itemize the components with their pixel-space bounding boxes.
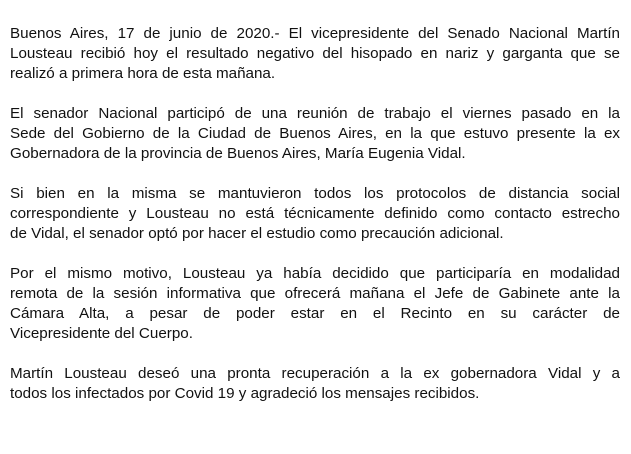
- paragraph-1: [10, 24, 620, 84]
- paragraph-5: [10, 364, 620, 404]
- paragraph-line: Buenos Aires, 17 de junio de 2020.- El vicepresidente del Senado Nacional Martín: [10, 25, 620, 42]
- paragraph-line: Gobernadora de la provincia de Buenos Aires, María Eugenia Vidal.: [10, 145, 466, 162]
- document-body: [10, 24, 620, 424]
- paragraph-line: remota de la sesión informativa que ofrecerá mañana el Jefe de Gabinete ante la: [10, 285, 620, 302]
- paragraph-line: Sede del Gobierno de la Ciudad de Buenos Aires, en la que estuvo presente la ex: [10, 125, 620, 142]
- paragraph-line: todos los infectados por Covid 19 y agradeció los mensajes recibidos.: [10, 385, 480, 402]
- paragraph-4: [10, 264, 620, 344]
- paragraph-line: Cámara Alta, a pesar de poder estar en el Recinto en su carácter de: [10, 305, 620, 322]
- paragraph-line: Lousteau recibió hoy el resultado negativo del hisopado en nariz y garganta que se: [10, 45, 620, 62]
- paragraph-line: Por el mismo motivo, Lousteau ya había decidido que participaría en modalidad: [10, 265, 620, 282]
- paragraph-3: [10, 184, 620, 244]
- paragraph-line: Martín Lousteau deseó una pronta recuperación a la ex gobernadora Vidal y a: [10, 365, 620, 382]
- paragraph-line: Si bien en la misma se mantuvieron todos los protocolos de distancia social: [10, 185, 620, 202]
- paragraph-line: correspondiente y Lousteau no está técnicamente definido como contacto estrecho: [10, 205, 620, 222]
- paragraph-2: [10, 104, 620, 164]
- paragraph-line: de Vidal, el senador optó por hacer el estudio como precaución adicional.: [10, 225, 504, 242]
- paragraph-line: realizó a primera hora de esta mañana.: [10, 65, 276, 82]
- paragraph-line: Vicepresidente del Cuerpo.: [10, 325, 193, 342]
- paragraph-line: El senador Nacional participó de una reunión de trabajo el viernes pasado en la: [10, 105, 620, 122]
